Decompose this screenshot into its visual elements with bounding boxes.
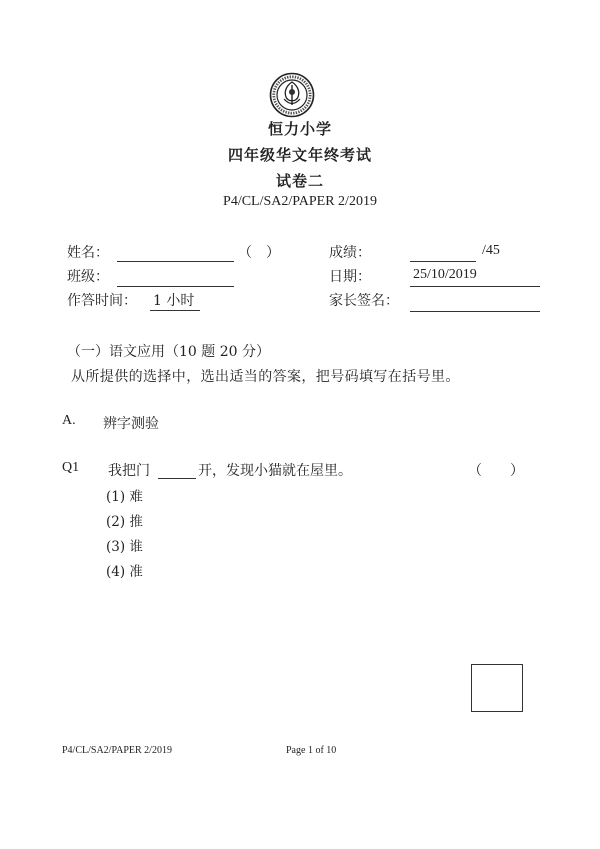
exam-title: 四年级华文年终考试: [227, 146, 372, 164]
score-total: /45: [482, 243, 500, 258]
footer-code: P4/CL/SA2/PAPER 2/2019: [62, 745, 172, 756]
class-label: 班级：: [67, 269, 109, 285]
date-label: 日期：: [329, 269, 371, 285]
date-line: [410, 286, 540, 287]
part-title: 辨字测验: [103, 416, 159, 432]
class-line: [117, 286, 234, 287]
option-4: (4) 准: [106, 564, 143, 580]
option-2: (2) 推: [106, 514, 143, 530]
page-number: Page 1 of 10: [286, 745, 337, 756]
name-label: 姓名：: [67, 245, 109, 261]
date-value: 25/10/2019: [413, 267, 477, 282]
question-blank: [158, 478, 196, 479]
parent-signature-label: 家长签名：: [329, 293, 399, 309]
score-box: [471, 664, 523, 712]
time-label: 作答时间：: [67, 293, 137, 309]
time-underline: [150, 310, 200, 311]
option-1: (1) 难: [106, 489, 143, 505]
question-text-start: 我把门: [108, 463, 150, 479]
question-text-end: 开，发现小猫就在屋里。: [198, 463, 352, 479]
section-instruction: 从所提供的选择中，选出适当的答案，把号码填写在括号里。: [71, 369, 460, 385]
name-line: [117, 261, 234, 262]
index-paren: （ ）: [238, 245, 280, 261]
option-3: (3) 谁: [106, 539, 143, 555]
section-title: （一）语文应用（10 题 20 分）: [67, 344, 270, 360]
parent-signature-line: [410, 311, 540, 312]
school-name: 恒力小学: [267, 120, 332, 138]
question-number: Q1: [62, 460, 80, 475]
part-label: A.: [62, 413, 76, 428]
paper-code: P4/CL/SA2/PAPER 2/2019: [223, 194, 377, 209]
time-value: 1 小时: [153, 293, 195, 309]
school-crest-logo: [269, 72, 315, 118]
paper-title: 试卷二: [275, 172, 324, 190]
score-line: [410, 261, 476, 262]
score-label: 成绩：: [329, 245, 371, 261]
answer-paren: （ ）: [468, 463, 524, 479]
